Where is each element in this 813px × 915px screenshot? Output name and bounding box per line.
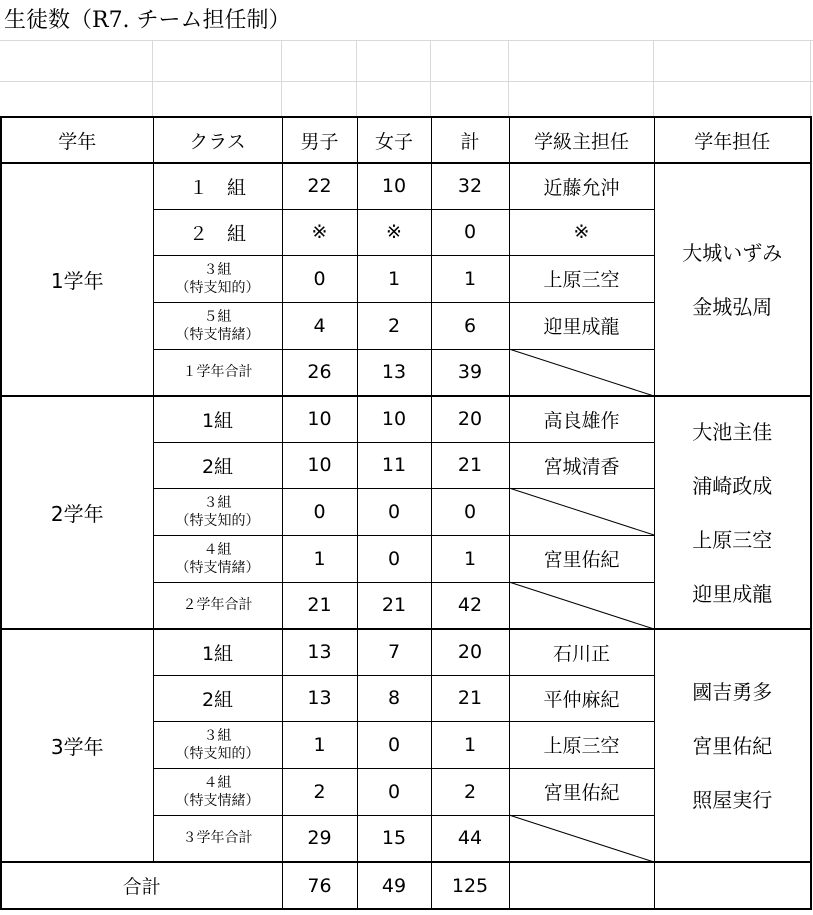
grade-label: 1学年: [1, 163, 153, 396]
grand-total-boys: 76: [282, 862, 357, 909]
class-name: ３組: [203, 261, 232, 278]
grand-total-total: 125: [431, 862, 509, 909]
class-cell: [153, 768, 282, 815]
girls-cell: 7: [357, 629, 431, 675]
table-row: [1, 396, 811, 442]
grade-teacher-name: 迎里成龍: [692, 581, 773, 606]
total-cell: 2: [431, 768, 509, 815]
girls-cell: ※: [357, 209, 431, 255]
boys-cell: 10: [282, 442, 357, 488]
class-cell: [153, 721, 282, 768]
class-type: （特支情緒）: [175, 792, 260, 809]
homeroom-cell: 高良雄作: [509, 396, 654, 442]
grade-teacher-name: 照屋実行: [692, 787, 773, 812]
homeroom-cell: 上原三空: [509, 255, 654, 302]
girls-cell: 8: [357, 675, 431, 721]
girls-cell: 1: [357, 255, 431, 302]
class-name: ３組: [203, 727, 232, 744]
table-row: [1, 163, 811, 209]
total-cell: 0: [431, 209, 509, 255]
subtotal-total: 39: [431, 349, 509, 396]
homeroom-cell: 宮里佑紀: [509, 535, 654, 582]
class-name: ４組: [203, 541, 232, 558]
header-row: [1, 117, 811, 163]
class-cell: [153, 255, 282, 302]
girls-cell: 0: [357, 535, 431, 582]
grade-teacher-name: 大城いずみ: [682, 240, 783, 265]
girls-cell: 10: [357, 396, 431, 442]
boys-cell: 13: [282, 629, 357, 675]
grand-total-label: 合計: [1, 862, 282, 909]
class-type: （特支知的）: [175, 279, 260, 296]
girls-cell: 11: [357, 442, 431, 488]
subtotal-girls: 13: [357, 349, 431, 396]
class-type: （特支知的）: [175, 512, 260, 529]
class-cell: 2組: [153, 675, 282, 721]
header-homeroom: 学級主担任: [509, 117, 654, 163]
table-row: [1, 629, 811, 675]
girls-cell: 0: [357, 721, 431, 768]
homeroom-empty: [509, 349, 654, 396]
total-cell: 1: [431, 255, 509, 302]
girls-cell: 0: [357, 488, 431, 535]
homeroom-cell: 宮里佑紀: [509, 768, 654, 815]
class-cell: [153, 302, 282, 349]
homeroom-cell: 迎里成龍: [509, 302, 654, 349]
grand-total-row: [1, 862, 811, 909]
total-cell: 6: [431, 302, 509, 349]
class-cell: [153, 488, 282, 535]
homeroom-empty: [509, 815, 654, 862]
boys-cell: 0: [282, 255, 357, 302]
class-type: （特支情緒）: [175, 326, 260, 343]
subtotal-label: ２学年合計: [153, 582, 282, 629]
class-cell: 1組: [153, 629, 282, 675]
total-cell: 1: [431, 721, 509, 768]
homeroom-cell: 上原三空: [509, 721, 654, 768]
homeroom-empty: [509, 582, 654, 629]
girls-cell: 2: [357, 302, 431, 349]
class-cell: [153, 535, 282, 582]
grade-teacher-name: 國吉勇多: [692, 679, 773, 704]
grade-teacher-name: 上原三空: [692, 527, 773, 552]
header-total: 計: [431, 117, 509, 163]
homeroom-cell: 石川正: [509, 629, 654, 675]
homeroom-cell: 平仲麻紀: [509, 675, 654, 721]
subtotal-total: 42: [431, 582, 509, 629]
subtotal-boys: 29: [282, 815, 357, 862]
grade-teachers: [654, 629, 811, 862]
class-cell: １ 組: [153, 163, 282, 209]
boys-cell: 1: [282, 535, 357, 582]
header-grade-teachers: 学年担任: [654, 117, 811, 163]
header-grade: 学年: [1, 117, 153, 163]
spreadsheet-empty-rows: [0, 0, 813, 117]
class-type: （特支知的）: [175, 745, 260, 762]
class-cell: 2組: [153, 442, 282, 488]
class-type: （特支情緒）: [175, 559, 260, 576]
total-cell: 20: [431, 396, 509, 442]
grade-teacher-name: 大池主佳: [692, 419, 773, 444]
page-title: 生徒数（R7. チーム担任制）: [4, 8, 291, 33]
grand-total-girls: 49: [357, 862, 431, 909]
boys-cell: 2: [282, 768, 357, 815]
total-cell: 1: [431, 535, 509, 582]
boys-cell: ※: [282, 209, 357, 255]
homeroom-cell: ※: [509, 209, 654, 255]
total-cell: 21: [431, 442, 509, 488]
subtotal-total: 44: [431, 815, 509, 862]
subtotal-girls: 21: [357, 582, 431, 629]
homeroom-cell: [509, 488, 654, 535]
subtotal-boys: 21: [282, 582, 357, 629]
grade-label: 3学年: [1, 629, 153, 862]
class-name: ４組: [203, 774, 232, 791]
total-cell: 21: [431, 675, 509, 721]
class-name: ３組: [203, 494, 232, 511]
subtotal-label: １学年合計: [153, 349, 282, 396]
total-cell: 32: [431, 163, 509, 209]
grade-label: 2学年: [1, 396, 153, 629]
grand-total-homeroom: [509, 862, 654, 909]
girls-cell: 10: [357, 163, 431, 209]
header-girls: 女子: [357, 117, 431, 163]
total-cell: 20: [431, 629, 509, 675]
boys-cell: 1: [282, 721, 357, 768]
total-cell: 0: [431, 488, 509, 535]
class-cell: 1組: [153, 396, 282, 442]
grand-total-teachers: [654, 862, 811, 909]
class-name: ５組: [203, 308, 232, 325]
grade-teacher-name: 浦崎政成: [692, 473, 773, 498]
subtotal-label: ３学年合計: [153, 815, 282, 862]
subtotal-girls: 15: [357, 815, 431, 862]
grade-teachers: [654, 163, 811, 396]
subtotal-boys: 26: [282, 349, 357, 396]
header-class: クラス: [153, 117, 282, 163]
boys-cell: 22: [282, 163, 357, 209]
girls-cell: 0: [357, 768, 431, 815]
grade-teacher-name: 金城弘周: [692, 294, 773, 319]
class-cell: ２ 組: [153, 209, 282, 255]
homeroom-cell: 近藤允沖: [509, 163, 654, 209]
header-boys: 男子: [282, 117, 357, 163]
student-count-table: [0, 116, 812, 910]
boys-cell: 13: [282, 675, 357, 721]
boys-cell: 0: [282, 488, 357, 535]
grade-teachers: [654, 396, 811, 629]
grade-teacher-name: 宮里佑紀: [692, 733, 773, 758]
boys-cell: 10: [282, 396, 357, 442]
boys-cell: 4: [282, 302, 357, 349]
homeroom-cell: 宮城清香: [509, 442, 654, 488]
